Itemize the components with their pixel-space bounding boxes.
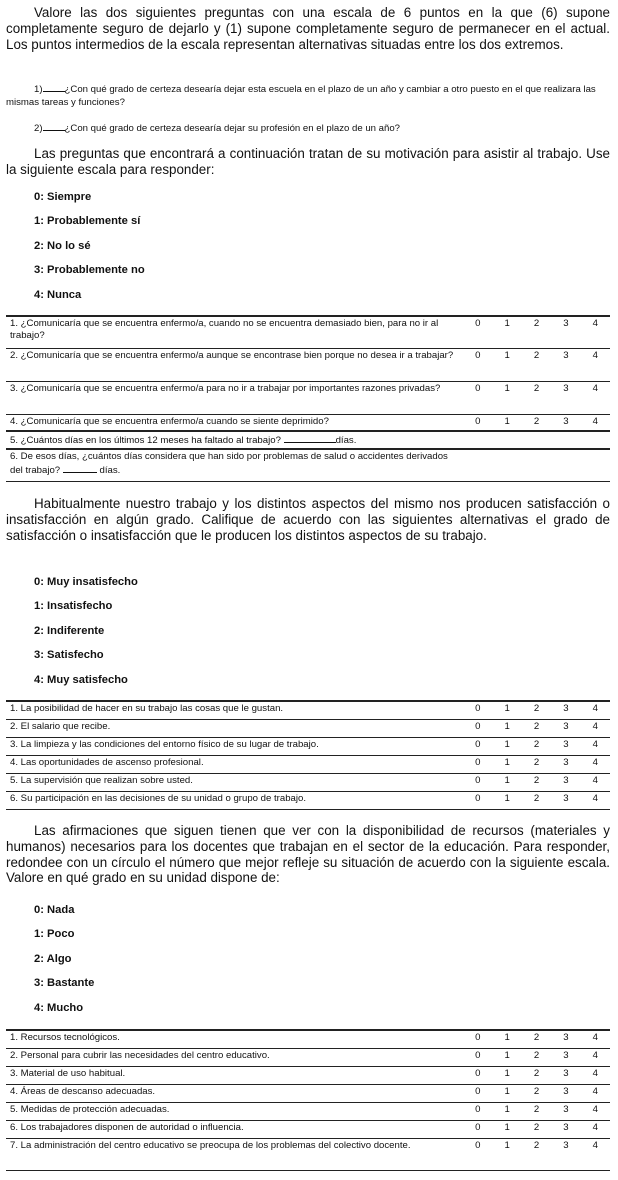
row-text: 2. ¿Comunicaría que se encuentra enfermo/a aunque se encontrase bien porque no desea ir a trabajar?	[10, 349, 454, 361]
table-row	[6, 755, 610, 773]
option-2[interactable]: 2	[533, 1121, 540, 1133]
option-2[interactable]: 2	[533, 1139, 540, 1151]
table-row	[6, 1138, 610, 1170]
option-3[interactable]: 3	[563, 1121, 569, 1133]
row-text: 4. Las oportunidades de ascenso profesional.	[10, 756, 204, 768]
q2-text: ¿Con qué grado de certeza desearía dejar su profesión en el plazo de un año?	[64, 123, 401, 134]
option-4[interactable]: 4	[592, 1067, 598, 1079]
option-0[interactable]: 0	[475, 738, 481, 750]
table-row	[6, 1084, 610, 1102]
row-text: 7. La administración del centro educativo se preocupa de los problemas del colectivo docente.	[10, 1139, 411, 1151]
row-text	[6, 431, 610, 449]
motivation-scale-item: 0: Siempre	[34, 191, 92, 203]
row-text: 3. ¿Comunicaría que se encuentra enfermo/a para no ir a trabajar por importantes razones privadas?	[10, 382, 441, 394]
option-0[interactable]: 0	[475, 1139, 481, 1151]
table-row	[6, 791, 610, 809]
option-4[interactable]: 4	[592, 415, 598, 427]
option-4[interactable]: 4	[592, 1032, 598, 1043]
option-2[interactable]: 2	[533, 1103, 540, 1115]
option-0[interactable]: 0	[475, 1049, 481, 1061]
option-3[interactable]: 3	[563, 1139, 569, 1151]
option-0[interactable]: 0	[475, 756, 481, 768]
option-3[interactable]: 3	[563, 1032, 569, 1043]
intro-paragraph: Valore las dos siguientes preguntas con una escala de 6 puntos en la que (6) supone completamente seguro de dejarlo y (1) supone completamente seguro de permanecer en el actual. Los puntos intermedios de la escala representan alternativas situadas entre los dos extremos.	[6, 5, 610, 52]
option-3[interactable]: 3	[563, 738, 569, 750]
option-1[interactable]: 1	[504, 1121, 510, 1133]
option-2[interactable]: 2	[533, 349, 540, 361]
q2-prefix: 2)	[34, 123, 43, 134]
q1-answer-blank[interactable]	[43, 82, 65, 92]
table-row	[6, 431, 610, 449]
option-3[interactable]: 3	[563, 1049, 569, 1061]
row-text: 1. La posibilidad de hacer en su trabajo las cosas que le gustan.	[10, 703, 284, 714]
option-1[interactable]: 1	[504, 1103, 510, 1115]
table-row	[6, 773, 610, 791]
option-3[interactable]: 3	[563, 1067, 569, 1079]
option-4[interactable]: 4	[592, 738, 598, 750]
option-2[interactable]: 2	[533, 756, 540, 768]
row-text: 4. ¿Comunicaría que se encuentra enfermo/a cuando se siente deprimido?	[10, 415, 329, 427]
option-0[interactable]: 0	[475, 703, 481, 714]
option-4[interactable]: 4	[592, 774, 598, 786]
option-3[interactable]: 3	[563, 1103, 569, 1115]
option-3[interactable]: 3	[563, 1085, 569, 1097]
option-1[interactable]: 1	[504, 1139, 510, 1151]
row6-question: 6. De esos días, ¿cuántos días considera que han sido por problemas de salud o accidentes derivados del trabajo?	[10, 451, 448, 476]
option-1[interactable]: 1	[504, 774, 510, 786]
motivation-scale-item: 4: Nunca	[34, 289, 82, 301]
resources-rows	[6, 1030, 610, 1170]
option-3[interactable]: 3	[563, 720, 569, 732]
table-row	[6, 381, 610, 414]
resources-scale-item: 3: Bastante	[34, 977, 95, 989]
option-4[interactable]: 4	[592, 1139, 598, 1151]
option-1[interactable]: 1	[504, 1032, 510, 1043]
satisfaction-scale-item: 2: Indiferente	[34, 625, 105, 637]
row5-suffix: días.	[335, 435, 357, 446]
satisfaction-rows	[6, 701, 610, 809]
option-2[interactable]: 2	[533, 774, 540, 786]
resources-scale-item: 0: Nada	[34, 904, 75, 916]
row5-question: 5. ¿Cuántos días en los últimos 12 meses ha faltado al trabajo?	[10, 435, 281, 446]
option-1[interactable]: 1	[504, 318, 510, 329]
option-3[interactable]: 3	[563, 415, 569, 427]
option-3[interactable]: 3	[563, 382, 569, 394]
option-0[interactable]: 0	[475, 382, 481, 394]
option-1[interactable]: 1	[504, 1049, 510, 1061]
table-row	[6, 737, 610, 755]
option-2[interactable]: 2	[533, 1067, 540, 1079]
option-4[interactable]: 4	[592, 318, 598, 329]
table-row	[6, 1120, 610, 1138]
q2-answer-blank[interactable]	[43, 121, 65, 131]
row-text: 2. El salario que recibe.	[10, 720, 111, 732]
row-text: 1. ¿Comunicaría que se encuentra enfermo/a, cuando no se encuentra demasiado bien, para no ir al trabajo?	[10, 318, 439, 341]
days-health-input[interactable]	[63, 463, 97, 473]
option-4[interactable]: 4	[592, 703, 598, 714]
option-0[interactable]: 0	[475, 1032, 481, 1043]
option-2[interactable]: 2	[533, 703, 540, 714]
table-row	[6, 348, 610, 381]
option-1[interactable]: 1	[504, 720, 510, 732]
table-row	[6, 1066, 610, 1084]
option-4[interactable]: 4	[592, 1085, 598, 1097]
option-4[interactable]: 4	[592, 1049, 598, 1061]
table-row	[6, 1048, 610, 1066]
row-text: 3. La limpieza y las condiciones del entorno físico de su lugar de trabajo.	[10, 738, 319, 750]
option-4[interactable]: 4	[592, 720, 598, 732]
option-0[interactable]: 0	[475, 318, 481, 329]
option-3[interactable]: 3	[563, 792, 569, 804]
satisfaction-scale-item: 3: Satisfecho	[34, 649, 104, 661]
satisfaction-table	[6, 700, 610, 810]
option-3[interactable]: 3	[563, 703, 569, 714]
option-1[interactable]: 1	[504, 349, 510, 361]
option-1[interactable]: 1	[504, 1067, 510, 1079]
table-row	[6, 701, 610, 719]
intro-question-2	[6, 121, 610, 135]
option-2[interactable]: 2	[533, 738, 540, 750]
table-row	[6, 414, 610, 431]
option-3[interactable]: 3	[563, 318, 569, 329]
option-0[interactable]: 0	[475, 349, 481, 361]
option-4[interactable]: 4	[592, 1103, 598, 1115]
satisfaction-scale-item: 4: Muy satisfecho	[34, 674, 128, 686]
option-2[interactable]: 2	[533, 415, 540, 427]
option-0[interactable]: 0	[475, 1085, 481, 1097]
motivation-scale-item: 2: No lo sé	[34, 240, 91, 252]
option-1[interactable]: 1	[504, 415, 510, 427]
option-1[interactable]: 1	[504, 703, 510, 714]
option-0[interactable]: 0	[475, 1103, 481, 1115]
q1-text: ¿Con qué grado de certeza desearía dejar esta escuela en el plazo de un año y cambiar a otro puesto en el que realizara las mismas tareas y funciones?	[6, 84, 596, 108]
row-text	[6, 449, 463, 481]
option-0[interactable]: 0	[475, 1121, 481, 1133]
motivation-paragraph: Las preguntas que encontrará a continuación tratan de su motivación para asistir al trabajo. Use la siguiente escala para responder:	[6, 146, 610, 177]
motivation-scale-item: 3: Probablemente no	[34, 264, 145, 276]
satisfaction-scale-item: 0: Muy insatisfecho	[34, 576, 138, 588]
row-text: 6. Su participación en las decisiones de su unidad o grupo de trabajo.	[10, 792, 307, 804]
resources-paragraph: Las afirmaciones que siguen tienen que ver con la disponibilidad de recursos (materiales y humanos) necesarios para los docentes que trabajan en el sector de la educación. Para responder, redondee con un círculo el número que mejor refleje su situación de acuerdo con la siguiente escala. Valore en qué grado en su unidad dispone de:	[6, 823, 610, 886]
motivation-scale-item: 1: Probablemente sí	[34, 215, 141, 227]
option-4[interactable]: 4	[592, 349, 598, 361]
satisfaction-scale-item: 1: Insatisfecho	[34, 600, 113, 612]
option-1[interactable]: 1	[504, 1085, 510, 1097]
intro-question-1	[6, 82, 610, 109]
table-row	[6, 719, 610, 737]
row-text: 2. Personal para cubrir las necesidades del centro educativo.	[10, 1049, 270, 1061]
option-0[interactable]: 0	[475, 415, 481, 427]
option-3[interactable]: 3	[563, 349, 569, 361]
option-1[interactable]: 1	[504, 738, 510, 750]
row6-suffix: días.	[99, 465, 121, 476]
row-text: 5. La supervisión que realizan sobre usted.	[10, 774, 193, 786]
option-2[interactable]: 2	[533, 720, 540, 732]
q1-prefix: 1)	[34, 84, 43, 95]
table-row	[6, 1030, 610, 1048]
option-0[interactable]: 0	[475, 774, 481, 786]
resources-scale-item: 4: Mucho	[34, 1002, 84, 1014]
motivation-table	[6, 315, 610, 482]
option-0[interactable]: 0	[475, 792, 481, 804]
option-2[interactable]: 2	[533, 382, 540, 394]
option-1[interactable]: 1	[504, 382, 510, 394]
option-2[interactable]: 2	[533, 318, 540, 329]
option-1[interactable]: 1	[504, 792, 510, 804]
option-4[interactable]: 4	[592, 756, 598, 768]
table-row	[6, 316, 610, 348]
resources-table	[6, 1029, 610, 1171]
option-3[interactable]: 3	[563, 756, 569, 768]
option-4[interactable]: 4	[592, 1121, 598, 1133]
option-2[interactable]: 2	[533, 1049, 540, 1061]
resources-scale-item: 2: Algo	[34, 953, 72, 965]
option-0[interactable]: 0	[475, 720, 481, 732]
row-text: 6. Los trabajadores disponen de autoridad o influencia.	[10, 1121, 244, 1133]
option-4[interactable]: 4	[592, 792, 598, 804]
option-4[interactable]: 4	[592, 382, 598, 394]
row-text: 1. Recursos tecnológicos.	[10, 1032, 120, 1043]
option-0[interactable]: 0	[475, 1067, 481, 1079]
table-row	[6, 1102, 610, 1120]
row-text: 4. Áreas de descanso adecuadas.	[10, 1085, 156, 1097]
option-2[interactable]: 2	[533, 1085, 540, 1097]
option-2[interactable]: 2	[533, 792, 540, 804]
satisfaction-paragraph: Habitualmente nuestro trabajo y los distintos aspectos del mismo nos producen satisfacción o insatisfacción en algún grado. Califique de acuerdo con las siguientes alternativas el grado de satisfacción o insatisfacción que le producen los distintos aspectos de su trabajo.	[6, 496, 610, 543]
resources-scale-item: 1: Poco	[34, 928, 75, 940]
row-text: 3. Material de uso habitual.	[10, 1067, 126, 1079]
table-row	[6, 449, 610, 481]
option-3[interactable]: 3	[563, 774, 569, 786]
row-text: 5. Medidas de protección adecuadas.	[10, 1103, 170, 1115]
option-1[interactable]: 1	[504, 756, 510, 768]
option-2[interactable]: 2	[533, 1032, 540, 1043]
days-absent-input[interactable]	[284, 433, 336, 443]
